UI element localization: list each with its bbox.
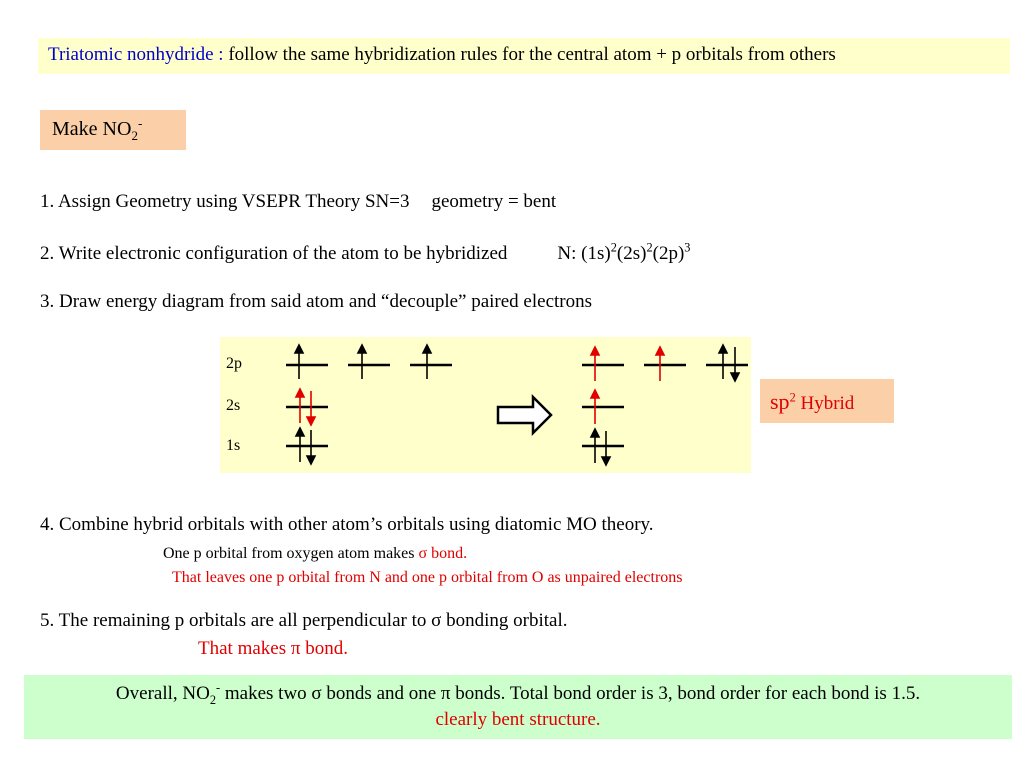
electron-down-1s-right (602, 431, 610, 465)
level-label-2p: 2p (226, 355, 242, 372)
step-4-sub-2: That leaves one p orbital from N and one p orbital from O as unpaired electrons (172, 569, 683, 586)
electron-config: N: $(1s)^2(2s)^2(2p)^3$ (557, 240, 691, 264)
step-4-sub-1: One p orbital from oxygen atom makes σ bond. (163, 545, 468, 562)
step-1-result: geometry = bent (431, 191, 557, 212)
make-subscript: 2 (131, 128, 138, 143)
electron-up-2p-2 (358, 345, 366, 379)
summary-text (24, 681, 1012, 733)
header-description: follow the same hybridization rules for the central atom + p orbitals from others (228, 44, 836, 65)
sp2-hybrid-label: $sp^2$ Hybrid (770, 389, 855, 414)
summary-line-1: Overall, $NO_2^-$ makes two σ bonds and one π bonds. Total bond order is 3, bond order for each bond is 1.5. (115, 680, 921, 707)
step-2-text: 2. Write electronic configuration of the atom to be hybridized (40, 243, 508, 264)
level-label-2s: 2s (226, 397, 241, 414)
electron-up-2p-1 (295, 345, 303, 379)
header-label: Triatomic nonhydride : (48, 44, 224, 65)
level-label-1s: 1s (226, 437, 241, 454)
make-superscript: - (137, 115, 143, 131)
electron-up-2p-3 (423, 345, 431, 379)
step-5-sub: That makes π bond. (198, 638, 348, 659)
electron-up-p (719, 345, 727, 379)
step-3: 3. Draw energy diagram from said atom and “decouple” paired electrons (40, 291, 593, 312)
step-5: 5. The remaining p orbitals are all perpendicular to σ bonding orbital. (40, 610, 568, 631)
make-prefix: Make NO (52, 118, 132, 140)
summary-line-2: clearly bent structure. (435, 709, 601, 730)
step-1-text: 1. Assign Geometry using VSEPR Theory SN=3 (40, 191, 410, 212)
decouple-arrow (498, 397, 551, 433)
step-4: 4. Combine hybrid orbitals with other atom’s orbitals using diatomic MO theory. (40, 514, 654, 535)
